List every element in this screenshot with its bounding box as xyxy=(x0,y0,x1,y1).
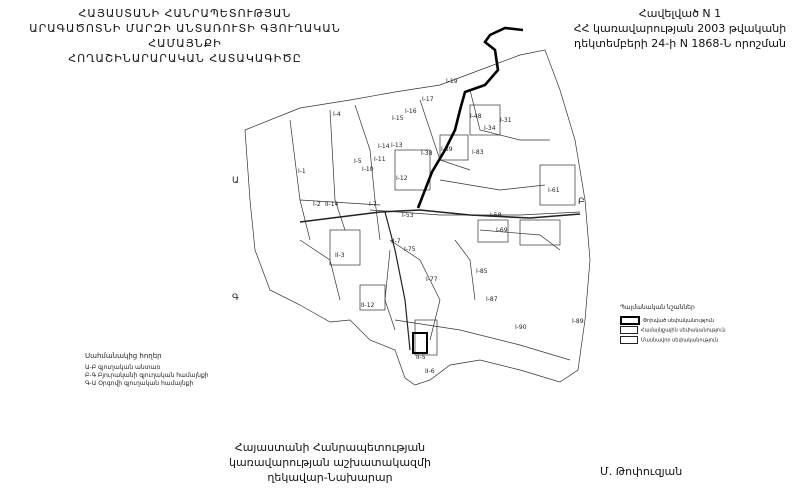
parcel-label: II-14 xyxy=(325,201,339,208)
parcel-label: I-10 xyxy=(362,166,374,173)
footer-line-1: Հայաստանի Հանրապետության xyxy=(234,441,426,454)
parcel-label: I-4 xyxy=(333,111,341,118)
parcel-label: I-69 xyxy=(496,227,508,234)
direction-west: Ա xyxy=(232,176,239,186)
parcel-label: II-3 xyxy=(335,252,345,259)
parcel-label: II-5 xyxy=(416,354,426,361)
parcel-label: I-5 xyxy=(354,158,362,165)
signatory-name: Մ. Թոփուզյան xyxy=(600,465,683,478)
appendix-line-2: ՀՀ կառավարության 2003 թվականի xyxy=(573,22,787,35)
parcel-label: I-89 xyxy=(572,318,584,325)
parcel-label: I-13 xyxy=(391,142,403,149)
legend-item: Համայնքային սեփականություն xyxy=(641,327,726,334)
parcel-label: I-85 xyxy=(476,268,488,275)
map-title-line-3: ՀՈՂԱՇԻՆԱՐԱՐԱԿԱՆ ՀԱՏԱԿԱԳԻԾԸ xyxy=(68,52,302,65)
legend-row xyxy=(620,326,726,336)
parcel-label: I-90 xyxy=(515,324,527,331)
legend-row xyxy=(620,336,726,346)
parcel-label: I-38 xyxy=(421,150,433,157)
parcel-label: I-7 xyxy=(369,201,377,208)
parcel-label: I-1 xyxy=(298,168,306,175)
legend-swatch xyxy=(620,326,638,334)
legend-swatch xyxy=(620,316,640,325)
parcel-label: I-77 xyxy=(426,276,438,283)
parcel-label: I-58 xyxy=(490,212,502,219)
parcel-label: I-75 xyxy=(404,246,416,253)
parcel-label: I-87 xyxy=(486,296,498,303)
legend-swatch xyxy=(620,336,638,344)
map-title-line-1: ՀԱՅԱՍՏԱՆԻ ՀԱՆՐԱՊԵՏՈՒԹՅԱՆ xyxy=(78,7,292,20)
direction-east: Բ xyxy=(578,197,585,207)
parcel-label: I-34 xyxy=(484,125,496,132)
adjacent-lands-legend xyxy=(85,352,209,388)
parcel-label: II-12 xyxy=(361,302,375,309)
parcel-label: I-53 xyxy=(402,212,414,219)
parcel-label: I-15 xyxy=(392,115,404,122)
direction-south-west: Գ xyxy=(232,293,239,303)
legend-title: Սահմանակից հողեր xyxy=(85,352,162,360)
parcel-label: I-83 xyxy=(472,149,484,156)
map-symbols-legend xyxy=(620,303,726,345)
legend-row xyxy=(620,316,726,326)
parcel-label: I-12 xyxy=(396,175,408,182)
footer-signatory-title xyxy=(215,440,445,485)
parcel-label: I-16 xyxy=(405,108,417,115)
parcel-label: I-61 xyxy=(548,187,560,194)
legend-title: Պայմանական նշաններ xyxy=(620,304,695,311)
parcel-label: II-6 xyxy=(425,368,435,375)
parcel-label: I-31 xyxy=(500,117,512,124)
legend-item: Մասնավոր սեփականություն xyxy=(641,337,719,343)
appendix-line-3: դեկտեմբերի 24-ի N 1868-Ն որոշման xyxy=(574,37,786,50)
legend-item: Ա-Բ գյուղական անտառ xyxy=(85,364,161,371)
legend-item: Գ-Ա Օրգովի գյուղական համայնքի xyxy=(85,380,194,387)
parcel-label: I-11 xyxy=(374,156,386,163)
footer-line-3: ղեկավար-Նախարար xyxy=(267,471,393,484)
parcel-label: I-39 xyxy=(441,146,453,153)
footer-line-2: կառավարության աշխատակազմի xyxy=(229,456,431,469)
appendix-line-1: Հավելված N 1 xyxy=(638,7,722,20)
map-title-line-2: ԱՐԱԳԱԾՈՏՆԻ ՄԱՐԶԻ ԱՆՏԱՌՈՒՏԻ ԳՅՈՒՂԱԿԱՆ ՀԱՄԱՅՆՔԻ xyxy=(29,22,341,50)
legend-item: Բ-Գ Բյուրականի գյուղական համայնքի xyxy=(85,372,209,379)
parcel-label: I-17 xyxy=(422,96,434,103)
parcel-label: II-7 xyxy=(391,238,401,245)
parcel-label: I-2 xyxy=(313,201,321,208)
legend-item: Փոխված սեփականություն xyxy=(643,318,715,324)
parcel-label: I-14 xyxy=(378,143,390,150)
parcel-label: I-48 xyxy=(470,113,482,120)
parcel-label: I-19 xyxy=(446,78,458,85)
